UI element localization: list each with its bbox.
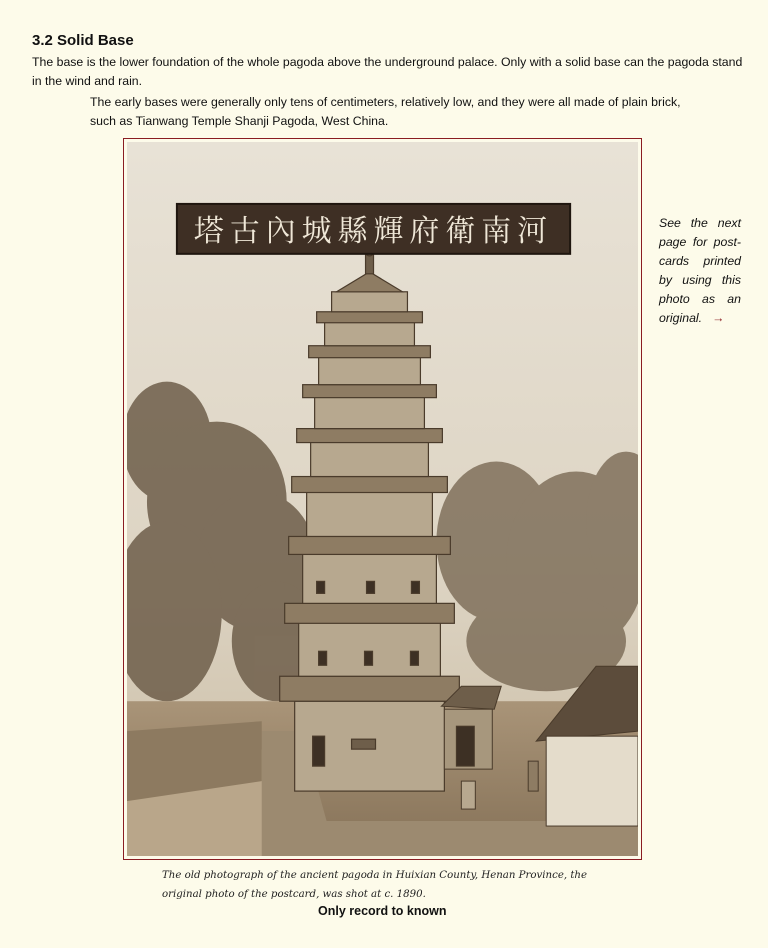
postcard-side-note <box>659 214 741 328</box>
early-bases-paragraph: The early bases were generally only tens of centimeters, relatively low, and they were all made of plain brick, such as Tianwang Temple Shanji Pagoda, West China. <box>90 95 681 128</box>
sign-text: 塔古內城縣輝府衛南河 <box>193 213 554 249</box>
intro-paragraph: The base is the lower foundation of the whole pagoda above the underground palace. Only with a solid base can the pagoda stand in the wind and rain. <box>32 55 743 88</box>
photo-caption: The old photograph of the ancient pagoda in Huixian County, Henan Province, the original photo of the postcard, was shot at c. 1890. <box>162 870 588 900</box>
side-note-text: See the next page for post-cards printed by using this photo as an original. <box>659 216 741 325</box>
pagoda-photo-frame <box>123 138 642 860</box>
section-heading: 3.2 Solid Base <box>32 32 134 49</box>
footer-note: Only record to known <box>318 904 447 918</box>
shrine <box>441 686 501 769</box>
arrow-right-icon: → <box>712 311 725 325</box>
pagoda-photo <box>127 142 638 856</box>
sign-board <box>177 204 570 254</box>
